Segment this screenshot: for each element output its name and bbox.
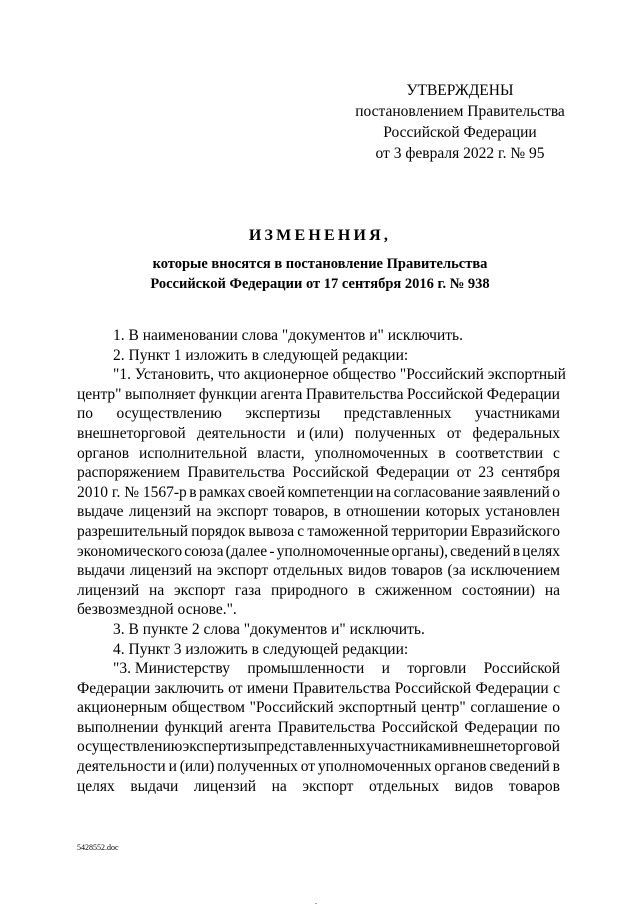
body-word: от xyxy=(456,464,472,482)
body-line: 3. В пункте 2 слова "документов и" исключить. xyxy=(113,620,425,638)
body-word: выполняет xyxy=(124,385,196,403)
body-line xyxy=(77,542,560,562)
body-word: целях xyxy=(77,777,115,795)
body-word: экономического xyxy=(77,542,183,560)
body-word: на xyxy=(149,581,165,599)
body-word: по xyxy=(77,405,94,423)
body-word: имени xyxy=(246,679,289,697)
body-word: лицензий xyxy=(129,562,193,580)
body-word: Федерации xyxy=(464,718,538,736)
body-word: в xyxy=(438,444,446,462)
body-line: "1. Установить, что акционерное общество "Российский экспортный xyxy=(113,366,566,384)
body-word: отдельных xyxy=(272,562,344,580)
body-word: выдачи xyxy=(130,777,179,795)
body-word: сведений xyxy=(489,758,550,776)
body-word: распоряжением xyxy=(77,464,181,482)
body-line xyxy=(77,502,560,522)
body-word: Российской xyxy=(381,718,458,736)
body-word: Евразийского xyxy=(470,522,560,540)
body-word: органы), xyxy=(391,542,449,560)
body-word: уполномоченных xyxy=(317,758,432,776)
document-title: ИЗМЕНЕНИЯ, xyxy=(248,227,392,244)
body-word: осуществлению xyxy=(116,405,222,423)
body-word: территории xyxy=(391,522,468,540)
body-line xyxy=(77,659,560,679)
body-word: в xyxy=(333,503,341,521)
page-mark: . xyxy=(315,897,317,906)
body-word: экспорт xyxy=(216,503,268,521)
body-word: заявлений xyxy=(483,483,550,501)
body-word: на xyxy=(376,483,392,501)
body-word: видов xyxy=(348,562,387,580)
body-word: товаров xyxy=(508,777,560,795)
body-word: агента xyxy=(260,385,303,403)
body-word: промышленности xyxy=(247,660,365,678)
body-word: в xyxy=(357,581,366,599)
body-word: внешнеторговой xyxy=(77,424,186,442)
body-word: природного xyxy=(270,581,348,599)
body-word: и xyxy=(168,758,177,776)
body-word: лицензий xyxy=(193,777,257,795)
body-word: Российской xyxy=(292,464,369,482)
body-word: акционерным xyxy=(77,699,168,717)
body-word: полученных xyxy=(217,758,298,776)
body-word: от xyxy=(228,679,243,697)
body-line xyxy=(77,522,560,542)
approval-authority-line: Российской Федерации xyxy=(383,124,537,141)
body-word: с xyxy=(297,522,305,540)
approval-date-number: от 3 февраля 2022 г. № 95 xyxy=(375,145,545,162)
body-word: функции xyxy=(198,385,257,403)
body-word: Правительства xyxy=(277,718,376,736)
body-word: и xyxy=(381,660,390,678)
body-word: Правительства xyxy=(187,464,286,482)
body-word: Российской xyxy=(483,660,560,678)
body-word: компетенции xyxy=(287,483,374,501)
body-word: деятельности xyxy=(77,758,166,776)
body-word: с xyxy=(553,679,560,697)
body-word: экспорт xyxy=(217,562,269,580)
body-word: вывоза xyxy=(248,522,295,540)
body-word: видов xyxy=(454,777,494,795)
body-word: отношении xyxy=(346,503,421,521)
body-word: Федерации xyxy=(376,464,450,482)
body-word: представленных xyxy=(343,405,452,423)
body-line xyxy=(77,404,560,424)
approval-heading: УТВЕРЖДЕНЫ xyxy=(406,82,514,99)
body-line xyxy=(77,483,560,503)
body-word: исключением xyxy=(470,562,560,580)
approval-decree-line: постановлением Правительства xyxy=(355,103,565,120)
body-word: заключить xyxy=(154,679,224,697)
document-file-code: 5428552.doc xyxy=(77,843,119,852)
body-word: представленных xyxy=(257,738,366,756)
body-word: союза xyxy=(184,542,224,560)
document-subtitle xyxy=(0,254,640,294)
body-line xyxy=(77,679,560,699)
body-line xyxy=(77,757,560,777)
body-line xyxy=(77,581,560,601)
body-word: в xyxy=(189,483,197,501)
body-word: осуществлению xyxy=(77,738,183,756)
body-word: экспертизы xyxy=(182,738,258,756)
body-word: в xyxy=(512,542,521,560)
body-word: уполномоченные xyxy=(276,542,390,560)
body-line xyxy=(77,718,560,738)
body-word: 2010 г. № 1567-р xyxy=(77,483,187,501)
body-line xyxy=(77,777,560,797)
body-word: выдачи xyxy=(77,562,125,580)
body-word: товаров xyxy=(391,562,443,580)
body-word: Правительства xyxy=(292,679,391,697)
body-word: экспертизы xyxy=(245,405,321,423)
body-word: на xyxy=(271,777,287,795)
subtitle-line-2: Российской Федерации от 17 сентября 2016 г. № 938 xyxy=(150,276,490,292)
body-word: полученных xyxy=(354,424,436,442)
body-word: 23 xyxy=(478,464,494,482)
body-word: о xyxy=(552,483,560,501)
body-word: на xyxy=(196,503,212,521)
body-word: Федерации xyxy=(475,679,549,697)
body-line xyxy=(77,444,560,464)
body-word: соответствии xyxy=(455,444,544,462)
body-word: экспортный xyxy=(338,699,417,717)
body-word: (за xyxy=(447,562,466,580)
body-word: участниками xyxy=(475,405,560,423)
body-word: установлен xyxy=(485,503,560,521)
body-word: (или) xyxy=(179,758,215,776)
body-word: агента xyxy=(229,718,272,736)
body-word: органов xyxy=(434,758,487,776)
body-word: центр" xyxy=(421,699,466,717)
body-word: федеральных xyxy=(472,424,560,442)
body-word: Российской xyxy=(394,679,472,697)
body-word: газа xyxy=(234,581,262,599)
body-word: в xyxy=(552,758,560,776)
body-word: деятельности xyxy=(196,424,286,442)
body-word: лицензий xyxy=(128,503,192,521)
body-word: участниками xyxy=(366,738,451,756)
body-word: выдаче xyxy=(77,503,124,521)
body-line xyxy=(77,561,560,581)
body-line xyxy=(77,698,560,718)
body-word: согласование xyxy=(393,483,481,501)
body-word: на xyxy=(544,581,560,599)
body-word: разрешительный xyxy=(77,522,189,540)
body-word: своей xyxy=(247,483,286,501)
body-word: выполнении xyxy=(77,718,159,736)
body-word: центр" xyxy=(77,385,122,403)
body-word: "3. Министерству xyxy=(113,660,230,678)
body-word: органов xyxy=(77,444,130,462)
body-word: власти, xyxy=(257,444,305,462)
body-word: "Российский xyxy=(249,699,334,717)
body-word: (далее xyxy=(225,542,268,560)
body-word: функций xyxy=(164,718,223,736)
body-word: сентября xyxy=(501,464,560,482)
body-line: 1. В наименовании слова "документов и" исключить. xyxy=(113,327,463,344)
body-word: от xyxy=(446,424,462,442)
body-word: торговли xyxy=(407,660,467,678)
body-word: сведений xyxy=(450,542,511,560)
subtitle-line-1: которые вносятся в постановление Правительства xyxy=(152,256,488,272)
body-word: порядок xyxy=(191,522,246,540)
body-line xyxy=(77,385,560,405)
body-line: безвозмездной основе.". xyxy=(77,601,237,619)
body-word: таможенной xyxy=(307,522,389,540)
body-word: которых xyxy=(425,503,481,521)
body-word: сжиженном xyxy=(374,581,453,599)
body-line: 4. Пункт 3 изложить в следующей редакции: xyxy=(113,640,409,658)
body-word: экспорт xyxy=(302,777,354,795)
body-word: от xyxy=(300,758,316,776)
body-line xyxy=(77,737,560,757)
body-word: соглашение xyxy=(470,699,548,717)
body-line: 2. Пункт 1 изложить в следующей редакции: xyxy=(113,346,409,364)
body-word: рамках xyxy=(199,483,246,501)
document-body xyxy=(77,326,566,796)
body-word: экспорт xyxy=(174,581,226,599)
body-word: исполнительной xyxy=(139,444,248,462)
body-word: состоянии) xyxy=(461,581,535,599)
body-word: по xyxy=(543,718,560,736)
body-word: отдельных xyxy=(368,777,440,795)
body-word: обществом xyxy=(171,699,245,717)
approval-stamp xyxy=(330,80,590,164)
body-word: Российской xyxy=(406,385,484,403)
body-word: Правительства xyxy=(305,385,404,403)
body-line xyxy=(77,424,560,444)
body-word: внешнеторговой xyxy=(451,738,560,756)
body-word: - xyxy=(269,542,275,560)
body-word: товаров, xyxy=(273,503,329,521)
body-word: лицензий xyxy=(77,581,140,599)
body-word: уполномоченных xyxy=(314,444,429,462)
body-line xyxy=(77,463,560,483)
body-word: на xyxy=(196,562,213,580)
body-word: целях xyxy=(522,542,560,560)
body-word: и (или) xyxy=(296,424,344,442)
body-word: Федерации xyxy=(77,679,151,697)
body-word: с xyxy=(553,444,560,462)
body-word: о xyxy=(552,699,560,717)
body-word: Федерации xyxy=(486,385,560,403)
